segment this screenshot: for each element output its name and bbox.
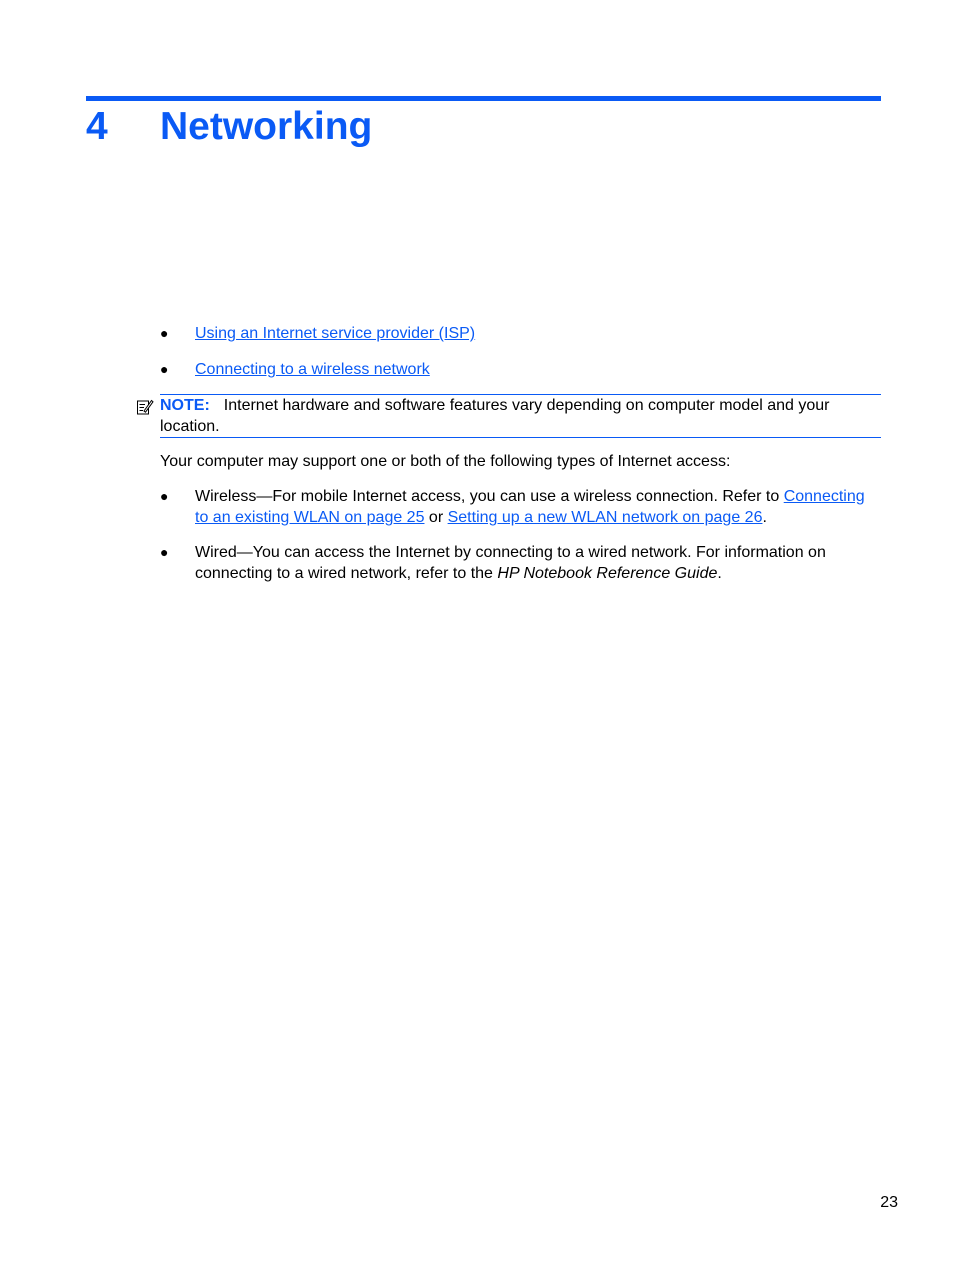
bullet-icon: ● [160, 544, 169, 560]
chapter-title: Networking [160, 105, 373, 148]
chapter-rule [86, 96, 881, 101]
note-text [160, 395, 850, 437]
wired-description: Wired—You can access the Internet by connecting to a wired network. For information on connecting to a wired network, refer to the HP Notebook Reference Guide. [195, 544, 826, 582]
note-label: NOTE: [160, 397, 210, 414]
wireless-description: Wireless—For mobile Internet access, you can use a wireless connection. Refer to Connecting to an existing WLAN on page 25 or Setting up a new WLAN network on page 26. [195, 488, 865, 526]
chapter-heading [86, 104, 372, 150]
bullet-icon: ● [160, 325, 169, 341]
bullet-icon: ● [160, 361, 169, 377]
page-number: 23 [880, 1194, 898, 1211]
intro-paragraph: Your computer may support one or both of the following types of Internet access: [160, 453, 731, 470]
link-wireless-network[interactable]: Connecting to a wireless network [195, 361, 430, 378]
link-isp[interactable]: Using an Internet service provider (ISP) [195, 325, 476, 342]
link-existing-wlan[interactable]: Connecting to an existing WLAN on page 25 [195, 488, 865, 526]
note-body: Internet hardware and software features vary depending on computer model and your location. [160, 397, 830, 435]
reference-guide-title: HP Notebook Reference Guide [497, 565, 718, 582]
note-pencil-icon [136, 398, 154, 416]
note-box [160, 394, 881, 438]
chapter-number: 4 [86, 105, 108, 148]
bullet-icon: ● [160, 488, 169, 504]
link-new-wlan[interactable]: Setting up a new WLAN network on page 26 [447, 509, 763, 526]
